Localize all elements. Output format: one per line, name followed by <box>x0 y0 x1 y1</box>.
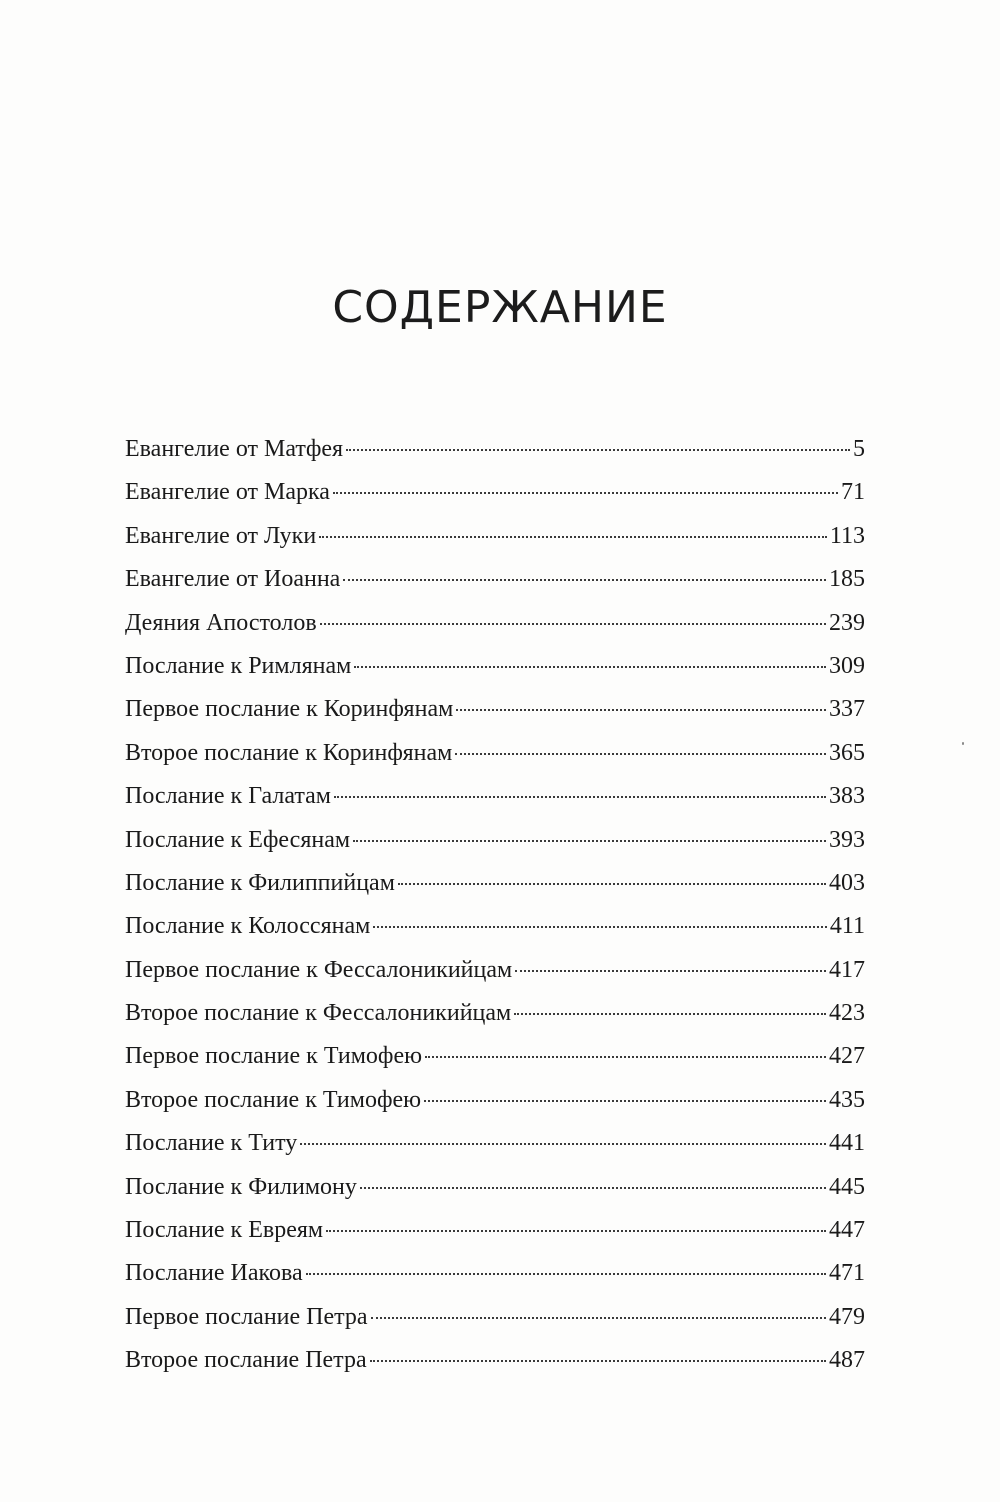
toc-entry <box>125 1079 865 1122</box>
toc-entry-title: Первое послание Петра <box>125 1303 368 1330</box>
toc-entry-page-number: 185 <box>829 566 865 593</box>
toc-entry-page-number: 309 <box>829 652 865 679</box>
dot-leader <box>343 579 826 581</box>
toc-entry-page-number: 411 <box>829 913 865 940</box>
toc-entry-title: Послание Иакова <box>125 1260 303 1287</box>
toc-entry-page-number: 427 <box>829 1043 865 1070</box>
toc-entry-page-number: 479 <box>829 1303 865 1330</box>
toc-entry-title: Послание к Римлянам <box>125 652 352 679</box>
toc-entry-title: Деяния Апостолов <box>125 609 317 636</box>
toc-entry-page-number: 383 <box>829 783 865 810</box>
dot-leader <box>360 1187 826 1189</box>
toc-entry <box>125 1252 865 1295</box>
toc-entry <box>125 688 865 731</box>
toc-entry-page-number: 393 <box>829 826 865 853</box>
dot-leader <box>319 536 827 538</box>
dot-leader <box>354 666 826 668</box>
toc-entry <box>125 1166 865 1209</box>
dot-leader <box>333 492 838 494</box>
toc-entry <box>125 645 865 688</box>
dot-leader <box>424 1100 826 1102</box>
toc-entry-page-number: 5 <box>853 436 865 462</box>
toc-entry-page-number: 447 <box>829 1217 865 1244</box>
toc-entry-page-number: 403 <box>829 869 865 896</box>
dot-leader <box>398 883 826 885</box>
toc-entry <box>125 905 865 948</box>
toc-entry <box>125 1296 865 1339</box>
toc-entry-title: Послание к Филимону <box>125 1173 357 1200</box>
toc-entry <box>125 732 865 775</box>
toc-entry-title: Второе послание к Фессалоникийцам <box>125 1000 512 1027</box>
toc-entry-page-number: 441 <box>829 1130 865 1157</box>
toc-entry-title: Послание к Колоссянам <box>125 913 371 940</box>
toc-entry-page-number: 417 <box>829 956 865 983</box>
toc-entry <box>125 1209 865 1252</box>
dot-leader <box>306 1273 826 1275</box>
dot-leader <box>514 1013 826 1015</box>
toc-entry-title: Второе послание к Тимофею <box>125 1086 422 1113</box>
toc-entry-title: Евангелие от Луки <box>125 522 317 549</box>
toc-entry-title: Послание к Евреям <box>125 1217 324 1244</box>
dot-leader <box>456 709 826 711</box>
toc-entry-page-number: 423 <box>829 1000 865 1027</box>
dot-leader <box>373 926 827 928</box>
toc-entry-title: Послание к Ефесянам <box>125 826 351 853</box>
toc-entry-page-number: 113 <box>829 522 865 549</box>
dot-leader <box>326 1230 826 1232</box>
toc-entry-title: Послание к Филиппийцам <box>125 869 395 896</box>
scan-speck <box>962 742 964 745</box>
dot-leader <box>300 1143 826 1145</box>
toc-entry-page-number: 71 <box>841 479 865 506</box>
toc-entry-page-number: 445 <box>829 1173 865 1200</box>
toc-entry <box>125 992 865 1035</box>
dot-leader <box>425 1056 826 1058</box>
toc-entry-title: Евангелие от Матфея <box>125 436 344 462</box>
toc-entry-title: Второе послание к Коринфянам <box>125 739 453 766</box>
toc-entry <box>125 602 865 645</box>
dot-leader <box>370 1360 826 1362</box>
dot-leader <box>353 840 826 842</box>
dot-leader <box>320 623 826 625</box>
toc-entry-page-number: 471 <box>829 1260 865 1287</box>
toc-entry-title: Послание к Титу <box>125 1130 298 1157</box>
dot-leader <box>334 796 826 798</box>
dot-leader <box>455 753 826 755</box>
toc-entry-title: Послание к Галатам <box>125 783 331 810</box>
toc-entry <box>125 775 865 818</box>
toc-entry-title: Первое послание к Тимофею <box>125 1043 423 1070</box>
toc-entry-title: Второе послание Петра <box>125 1347 367 1374</box>
toc-entry <box>125 1339 865 1382</box>
dot-leader <box>346 449 850 451</box>
toc-entry <box>125 949 865 992</box>
toc-entry-page-number: 337 <box>829 696 865 723</box>
page-title: СОДЕРЖАНИЕ <box>332 282 668 333</box>
toc-entry-title: Евангелие от Иоанна <box>125 566 341 593</box>
toc-entry-title: Первое послание к Фессалоникийцам <box>125 956 513 983</box>
toc-entry-page-number: 487 <box>829 1347 865 1374</box>
dot-leader <box>371 1317 826 1319</box>
toc-entry <box>125 1122 865 1165</box>
toc-entry <box>125 471 865 514</box>
toc-entry-page-number: 239 <box>829 609 865 636</box>
dot-leader <box>515 970 826 972</box>
toc-entry <box>125 819 865 862</box>
toc-entry <box>125 558 865 601</box>
table-of-contents <box>125 428 865 1383</box>
toc-entry <box>125 428 865 471</box>
toc-entry-title: Первое послание к Коринфянам <box>125 696 454 723</box>
toc-entry-page-number: 435 <box>829 1086 865 1113</box>
toc-entry <box>125 515 865 558</box>
toc-entry-title: Евангелие от Марка <box>125 479 330 506</box>
toc-entry <box>125 862 865 905</box>
toc-entry <box>125 1035 865 1078</box>
toc-entry-page-number: 365 <box>829 739 865 766</box>
